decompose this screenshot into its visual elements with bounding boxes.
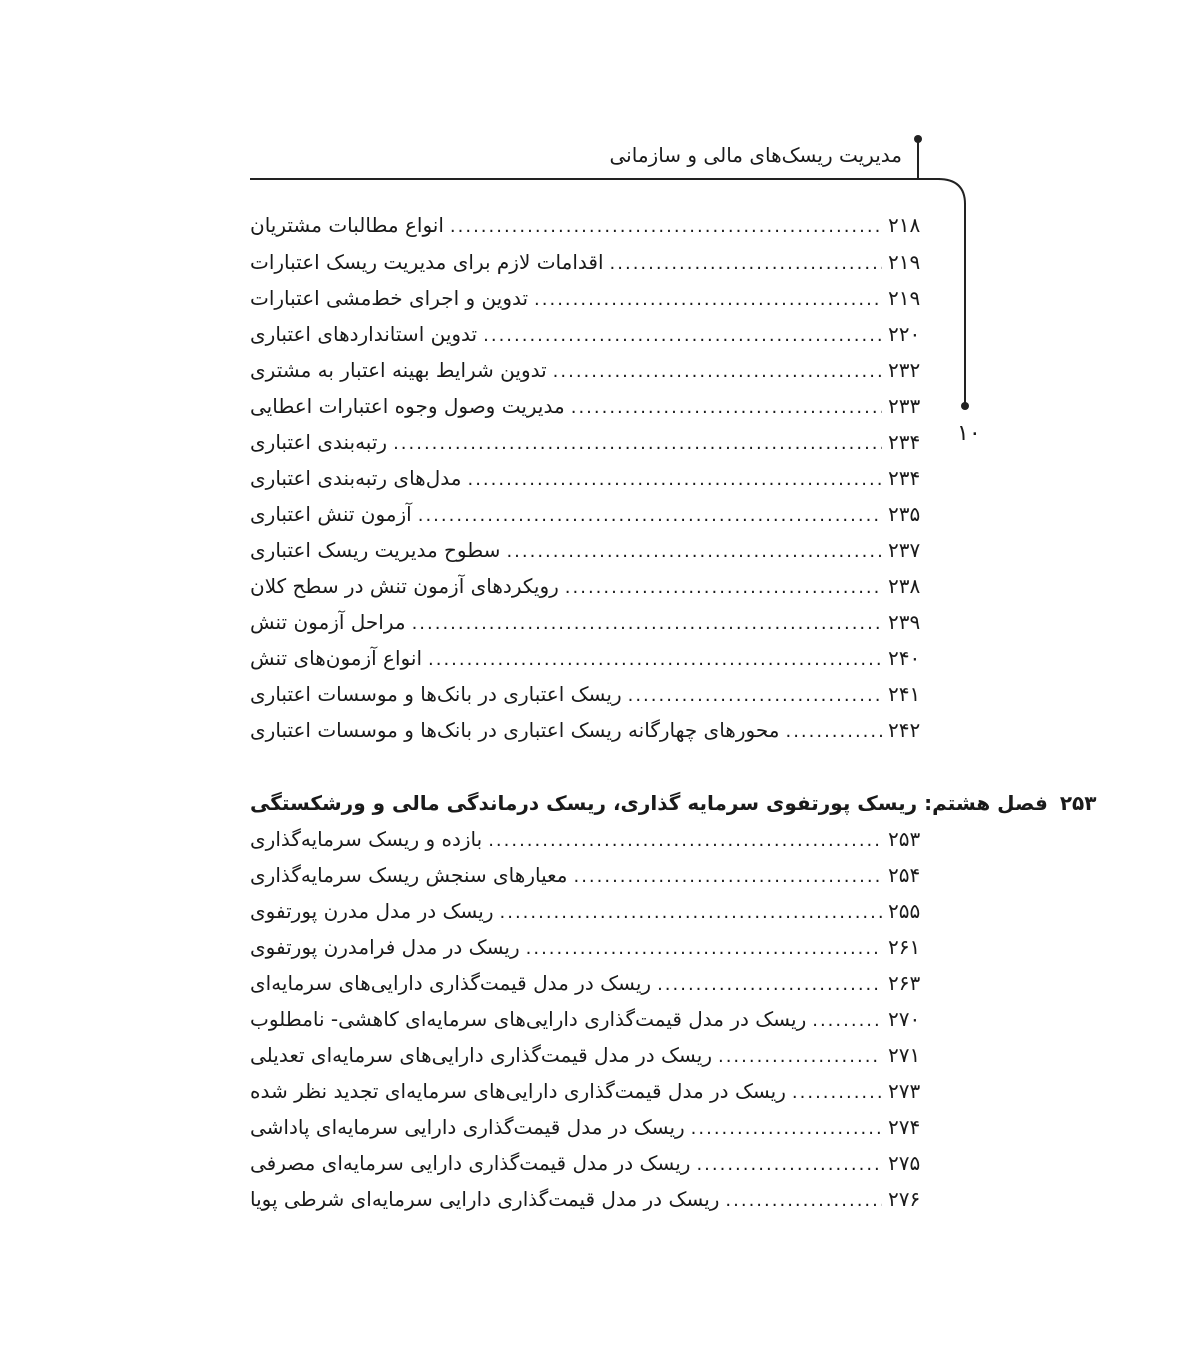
toc-entry-page: ۲۷۴ bbox=[888, 1115, 921, 1139]
toc-entry-page: ۲۱۹ bbox=[888, 286, 921, 310]
toc-leader-dots bbox=[691, 1118, 882, 1139]
toc-leader-dots bbox=[610, 253, 882, 274]
toc-leader-dots bbox=[393, 433, 882, 454]
toc-entry-title: تدوین استانداردهای اعتباری bbox=[250, 322, 478, 346]
toc-leader-dots bbox=[792, 1082, 882, 1103]
toc-entry-page: ۲۳۴ bbox=[888, 466, 921, 490]
toc-leader-dots bbox=[418, 505, 882, 526]
toc-entry-title: مدیریت وصول وجوه اعتبارات اعطایی bbox=[250, 394, 565, 418]
toc-entry bbox=[250, 899, 924, 935]
toc-entry-title: ریسک اعتباری در بانک‌ها و موسسات اعتباری bbox=[250, 682, 622, 706]
toc-entry-page: ۲۶۳ bbox=[888, 971, 921, 995]
toc-entry bbox=[250, 250, 924, 286]
toc-entry-page: ۲۵۴ bbox=[888, 863, 921, 887]
toc-entry-title: ریسک در مدل فرامدرن پورتفوی bbox=[250, 935, 520, 959]
toc-entry bbox=[250, 935, 924, 971]
toc-entry-page: ۲۳۷ bbox=[888, 538, 921, 562]
toc-entry-title: ریسک در مدل قیمت‌گذاری دارایی‌های سرمایه‌ای کاهشی- نامطلوب bbox=[250, 1007, 807, 1031]
toc-leader-dots bbox=[488, 830, 882, 851]
toc-entry-title: ریسک در مدل مدرن پورتفوی bbox=[250, 899, 494, 923]
toc-entry-page: ۲۳۸ bbox=[888, 574, 921, 598]
toc-entry-title: رتبه‌بندی اعتباری bbox=[250, 430, 388, 454]
toc-entry bbox=[250, 538, 924, 574]
toc-leader-dots bbox=[657, 974, 882, 995]
toc-entry-title: بازده و ریسک سرمایه‌گذاری bbox=[250, 827, 483, 851]
toc-entry-title: سطوح مدیریت ریسک اعتباری bbox=[250, 538, 501, 562]
toc-entry bbox=[250, 574, 924, 610]
toc-leader-dots bbox=[428, 649, 882, 670]
toc-entry bbox=[250, 1187, 924, 1223]
toc-entry-title: ریسک در مدل قیمت‌گذاری دارایی سرمایه‌ای شرطی پویا bbox=[250, 1187, 720, 1211]
toc-leader-dots bbox=[812, 1010, 882, 1031]
toc-entry bbox=[250, 682, 924, 718]
toc-leader-dots bbox=[467, 469, 882, 490]
toc-leader-dots bbox=[450, 216, 882, 237]
toc-leader-dots bbox=[725, 1190, 882, 1211]
toc-entry-page: ۲۳۴ bbox=[888, 430, 921, 454]
toc-entry bbox=[250, 1007, 924, 1043]
toc-entry-page: ۲۳۹ bbox=[888, 610, 921, 634]
header-vertical-rule bbox=[917, 141, 919, 178]
header-rule bbox=[250, 178, 940, 180]
toc-entry bbox=[250, 610, 924, 646]
toc-entry-page: ۲۴۲ bbox=[888, 718, 921, 742]
toc-leader-dots bbox=[571, 397, 882, 418]
toc-entry-title: آزمون تنش اعتباری bbox=[250, 502, 412, 526]
toc-entry-title: تدوین شرایط بهینه اعتبار به مشتری bbox=[250, 358, 547, 382]
toc-entry bbox=[250, 322, 924, 358]
toc-entry-page: ۲۴۱ bbox=[888, 682, 921, 706]
toc-entry bbox=[250, 718, 924, 754]
toc-entry-title: رویکردهای آزمون تنش در سطح کلان bbox=[250, 574, 559, 598]
toc-entry bbox=[250, 971, 924, 1007]
toc-entry bbox=[250, 1115, 924, 1151]
toc-entry bbox=[250, 863, 924, 899]
toc-entry-title: ریسک در مدل قیمت‌گذاری دارایی سرمایه‌ای پاداشی bbox=[250, 1115, 685, 1139]
toc-entry-title: انواع مطالبات مشتریان bbox=[250, 213, 444, 237]
toc-entry bbox=[250, 1151, 924, 1187]
toc-chapter-page: ۲۵۳ bbox=[1059, 791, 1097, 815]
toc-leader-dots bbox=[500, 902, 883, 923]
toc-leader-dots bbox=[526, 938, 882, 959]
toc-entry-title: انواع آزمون‌های تنش bbox=[250, 646, 423, 670]
toc-entry bbox=[250, 827, 924, 863]
toc-entry-page: ۲۵۵ bbox=[888, 899, 921, 923]
margin-dot bbox=[961, 402, 969, 410]
toc-entry bbox=[250, 430, 924, 466]
toc-entry-page: ۲۳۲ bbox=[888, 358, 921, 382]
toc-entry-page: ۲۵۳ bbox=[888, 827, 921, 851]
toc-entry-page: ۲۷۳ bbox=[888, 1079, 921, 1103]
page-number: ۱۰ bbox=[957, 421, 981, 446]
toc-leader-dots bbox=[573, 866, 882, 887]
toc-entry bbox=[250, 502, 924, 538]
toc-entry-title: اقدامات لازم برای مدیریت ریسک اعتبارات bbox=[250, 250, 604, 274]
toc-entry-page: ۲۴۰ bbox=[888, 646, 921, 670]
toc-entry-title: مدل‌های رتبه‌بندی اعتباری bbox=[250, 466, 462, 490]
toc-entry bbox=[250, 646, 924, 682]
toc-entry-page: ۲۶۱ bbox=[888, 935, 921, 959]
toc-entry-title: ریسک در مدل قیمت‌گذاری دارایی‌های سرمایه‌ای تعدیلی bbox=[250, 1043, 712, 1067]
toc-entry bbox=[250, 394, 924, 430]
toc-leader-dots bbox=[718, 1046, 882, 1067]
toc-entry bbox=[250, 1043, 924, 1079]
toc-leader-dots bbox=[696, 1154, 882, 1175]
toc-leader-dots bbox=[553, 361, 882, 382]
toc-leader-dots bbox=[534, 289, 882, 310]
toc-entry-page: ۲۳۵ bbox=[888, 502, 921, 526]
toc-entry-page: ۲۱۹ bbox=[888, 250, 921, 274]
toc-entry-title: ریسک در مدل قیمت‌گذاری دارایی‌های سرمایه‌ای تجدید نظر شده bbox=[250, 1079, 786, 1103]
toc-entry bbox=[250, 213, 924, 249]
running-header-title: مدیریت ریسک‌های مالی و سازمانی bbox=[609, 143, 902, 167]
toc-entry bbox=[250, 1079, 924, 1115]
toc-leader-dots bbox=[412, 613, 882, 634]
toc-entry bbox=[250, 286, 924, 322]
toc-entry-page: ۲۷۵ bbox=[888, 1151, 921, 1175]
toc-entry bbox=[250, 466, 924, 502]
toc-entry-page: ۲۳۳ bbox=[888, 394, 921, 418]
toc-entry-title: مراحل آزمون تنش bbox=[250, 610, 406, 634]
toc-entry-title: ریسک در مدل قیمت‌گذاری دارایی سرمایه‌ای مصرفی bbox=[250, 1151, 691, 1175]
toc-leader-dots bbox=[565, 577, 882, 598]
toc-entry-page: ۲۷۶ bbox=[888, 1187, 921, 1211]
toc-leader-dots bbox=[506, 541, 882, 562]
toc-chapter-heading bbox=[250, 791, 1097, 827]
toc-entry-title: معیارهای سنجش ریسک سرمایه‌گذاری bbox=[250, 863, 568, 887]
toc-entry-page: ۲۷۱ bbox=[888, 1043, 921, 1067]
toc-entry-page: ۲۷۰ bbox=[888, 1007, 921, 1031]
toc-leader-dots bbox=[785, 721, 882, 742]
toc-entry-page: ۲۱۸ bbox=[888, 213, 921, 237]
toc-entry bbox=[250, 358, 924, 394]
margin-vertical-rule bbox=[964, 203, 966, 407]
toc-entry-page: ۲۲۰ bbox=[888, 322, 921, 346]
toc-entry-title: محورهای چهارگانه ریسک اعتباری در بانک‌ها و موسسات اعتباری bbox=[250, 718, 780, 742]
toc-entry-title: تدوین و اجرای خط‌مشی اعتبارات bbox=[250, 286, 529, 310]
toc-leader-dots bbox=[483, 325, 882, 346]
toc-entry-title: ریسک در مدل قیمت‌گذاری دارایی‌های سرمایه‌ای bbox=[250, 971, 652, 995]
toc-leader-dots bbox=[628, 685, 882, 706]
toc-chapter-title: فصل هشتم: ریسک پورتفوی سرمایه گذاری، ریسک درماندگی مالی و ورشکستگی bbox=[250, 791, 1048, 815]
